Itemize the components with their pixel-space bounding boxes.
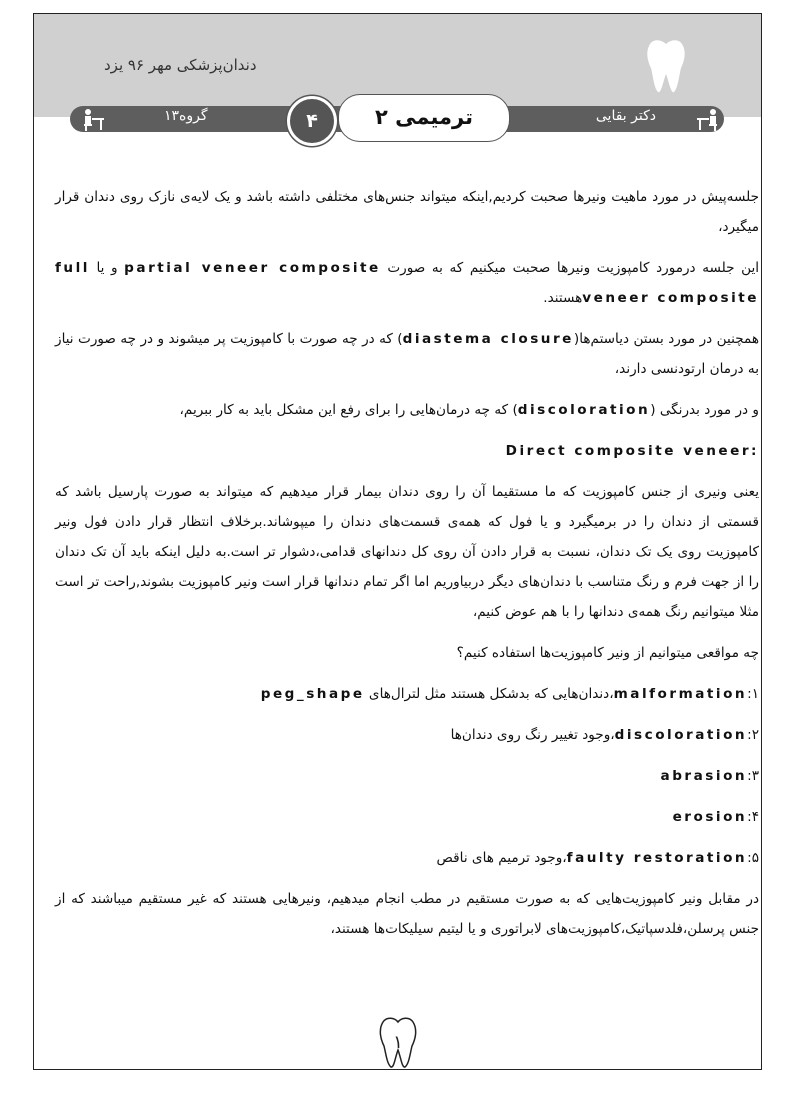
- section-heading: Direct composite veneer:: [505, 443, 759, 459]
- page-number-tooth-icon: [377, 1016, 419, 1068]
- list-item: ۲:discoloration،وجود تغییر رنگ روی دندان‌ها: [450, 727, 759, 743]
- school-name: دندان‌پزشکی مهر ۹۶ یزد: [104, 56, 257, 74]
- list-item: ۳:abrasion: [660, 768, 759, 784]
- term-partial-veneer: partial veneer composite: [124, 260, 381, 276]
- paragraph-indirect-veneer: در مقابل ونیر کامپوزیت‌هایی که به صورت مستقیم در مطب انجام میدهیم، ونیرهایی هستند که غیر مستقیم میباشند که از جنس پرسلن،فلدسپاتیک،کامپوزیت‌های لابراتوری و یا لیتیم سیلیکات‌ها هستند،: [55, 891, 759, 937]
- list-item: ۱:malformation،دندان‌هایی که بدشکل هستند مثل لترال‌های peg_shape: [260, 686, 759, 702]
- page-frame: [33, 13, 762, 1070]
- paragraph-session-topic: این جلسه درمورد کامپوزیت ونیرها صحبت میکنیم که به صورت partial veneer composite و یا full veneer compositeهستند.: [55, 260, 760, 306]
- student-desk-icon: [80, 108, 106, 132]
- tooth-logo-icon: [644, 38, 688, 94]
- list-item: ۵:faulty restoration،وجود ترمیم های ناقص: [436, 850, 759, 866]
- group-label: گروه۱۳: [164, 108, 208, 124]
- list-item: ۴:erosion: [672, 809, 759, 825]
- paragraph-discoloration: و در مورد بدرنگی (discoloration) که چه درمان‌هایی را برای رفع این مشکل باید به کار ببریم،: [179, 402, 759, 418]
- paragraph-direct-veneer: یعنی ونیری از جنس کامپوزیت که ما مستقیما آن را روی دندان بیمار قرار میدهیم که میتواند به صورت پارسیل باشد که قسمتی از دندان را در برمیگیرد و یا فول که همه‌ی قسمت‌های دندان را میپوشاند.برخلاف انتظار قرار دادن فول ونیر کامپوزیت روی یک تک دندان، نسبت به قرار دادن آن روی کل دندانهای قدامی،دشوار تر است.به دلیل اینکه باید آن تک دندان را از جهت فرم و رنگ متناسب با دندان‌های دیگر دربیاوریم اما اگر تمام دندانها قرار است ونیر کامپوزیت بشوند,راحت تر است مثلا میتوانیم رنگ همه‌ی دندانها را با هم عوض کنیم،: [55, 484, 759, 620]
- term-full-veneer: full veneer composite: [55, 260, 759, 306]
- doctor-name: دکتر بقایی: [595, 108, 656, 124]
- paragraph-intro: جلسه‌پیش در مورد ماهیت ونیرها صحبت کردیم,اینکه میتواند جنس‌های مختلفی داشته باشد و یک لایه‌ی نازک روی دندان قرار میگیرد،: [55, 189, 759, 235]
- session-number: ۴: [287, 96, 337, 146]
- term-diastema-closure: diastema closure: [402, 331, 574, 347]
- question-line: چه مواقعی میتوانیم از ونیر کامپوزیت‌ها استفاده کنیم؟: [456, 645, 759, 661]
- content: [55, 182, 759, 955]
- page-number: ۱: [393, 1032, 403, 1053]
- paragraph-diastema: همچنین در مورد بستن دیاستم‌ها(diastema closure) که در چه صورت با کامپوزیت پر میشوند و در چه صورت نیاز به درمان ارتودنسی دارند،: [55, 331, 759, 377]
- page-title: ترمیمی ۲: [338, 94, 510, 142]
- term-discoloration: discoloration: [517, 402, 651, 418]
- teacher-desk-icon: [695, 108, 721, 132]
